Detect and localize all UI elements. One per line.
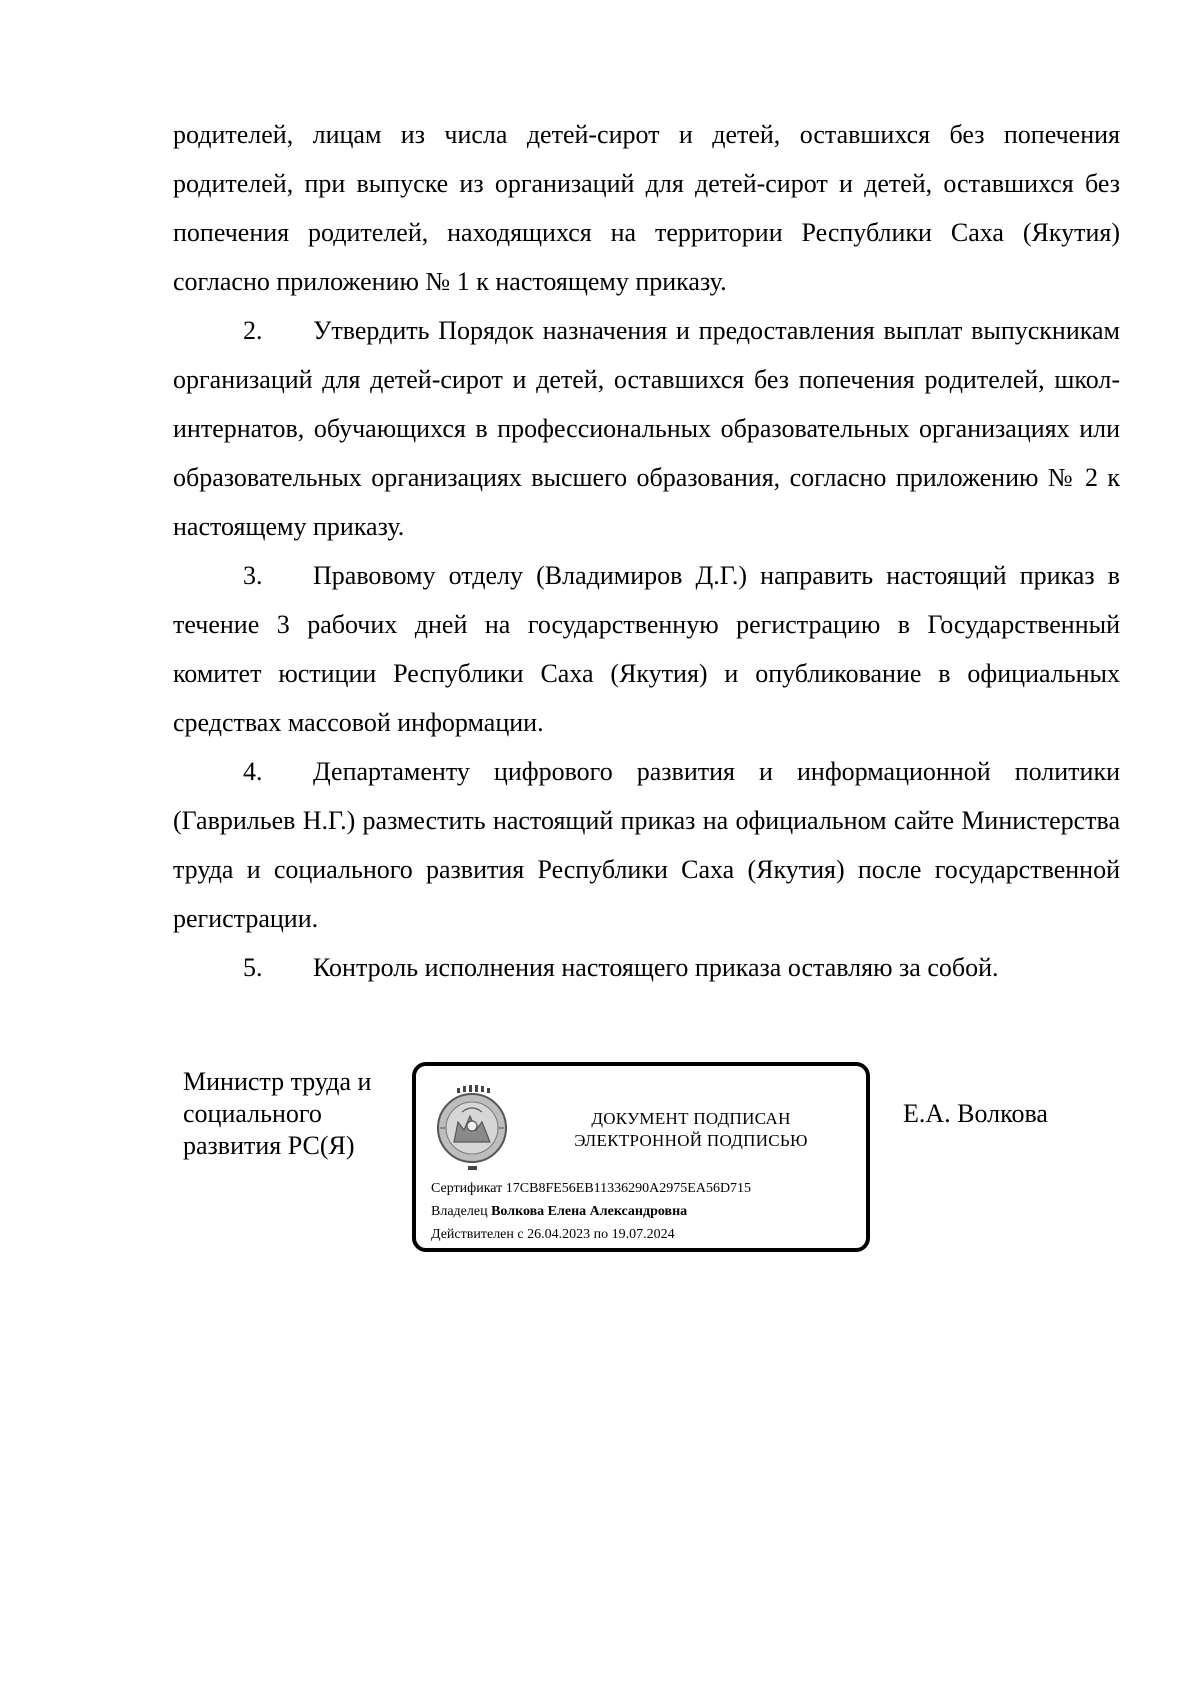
item-text: Правовому отделу (Владимиров Д.Г.) направить настоящий приказ в течение 3 рабочих дней на государственную регистрацию в Государственный комитет юстиции Республики Саха (Якутия) и опубликование в официальных средствах массовой информации. (173, 561, 1120, 737)
item-text: Контроль исполнения настоящего приказа оставляю за собой. (313, 953, 999, 982)
validity-mid: по (593, 1227, 609, 1242)
position-line: Министр труда и (183, 1067, 372, 1096)
valid-to: 19.07.2024 (611, 1227, 675, 1242)
valid-from: 26.04.2023 (527, 1227, 591, 1242)
item-number: 5. (243, 953, 263, 982)
signer-name: Е.А. Волкова (903, 1099, 1048, 1128)
position-line: социального (183, 1099, 322, 1128)
owner-label: Владелец (431, 1204, 488, 1219)
order-item-2 (173, 306, 1120, 551)
position-line: развития РС(Я) (183, 1131, 355, 1160)
owner-row (431, 1200, 751, 1223)
order-item-5 (173, 943, 1120, 992)
item-text: Департаменту цифрового развития и информационной политики (Гаврильев Н.Г.) разместить настоящий приказ на официальном сайте Министерства труда и социального развития Республики Саха (Якутия) после государственной регистрации. (173, 757, 1120, 933)
validity-prefix: Действителен с (431, 1227, 524, 1242)
certificate-label: Сертификат (431, 1181, 503, 1196)
item-number: 4. (243, 757, 263, 786)
validity-row (431, 1223, 751, 1246)
coat-of-arms-icon (432, 1082, 512, 1178)
signatory-position (183, 1066, 413, 1162)
item-number: 3. (243, 561, 263, 590)
order-item-4 (173, 747, 1120, 943)
electronic-signature-stamp (412, 1062, 870, 1252)
stamp-header-line: ДОКУМЕНТ ПОДПИСАН (591, 1109, 791, 1128)
certificate-row (431, 1177, 751, 1200)
item-number: 2. (243, 316, 263, 345)
stamp-details (431, 1177, 751, 1246)
stamp-header-line: ЭЛЕКТРОННОЙ ПОДПИСЬЮ (574, 1131, 808, 1150)
stamp-header (526, 1108, 856, 1152)
item-text: Утвердить Порядок назначения и предоставления выплат выпускникам организаций для детей-сирот и детей, оставшихся без попечения родителей, школ-интернатов, обучающихся в профессиональных образовательных организациях или образовательных организациях высшего образования, согласно приложению № 2 к настоящему приказу. (173, 316, 1120, 541)
order-body (173, 110, 1120, 992)
order-item-3 (173, 551, 1120, 747)
owner-value: Волкова Елена Александровна (491, 1204, 688, 1219)
paragraph-continuation: родителей, лицам из числа детей-сирот и детей, оставшихся без попечения родителей, при выпуске из организаций для детей-сирот и детей, оставшихся без попечения родителей, находящихся на территории Республики Саха (Якутия) согласно приложению № 1 к настоящему приказу. (173, 120, 1120, 296)
certificate-value: 17CB8FE56EB11336290A2975EA56D715 (505, 1181, 752, 1196)
